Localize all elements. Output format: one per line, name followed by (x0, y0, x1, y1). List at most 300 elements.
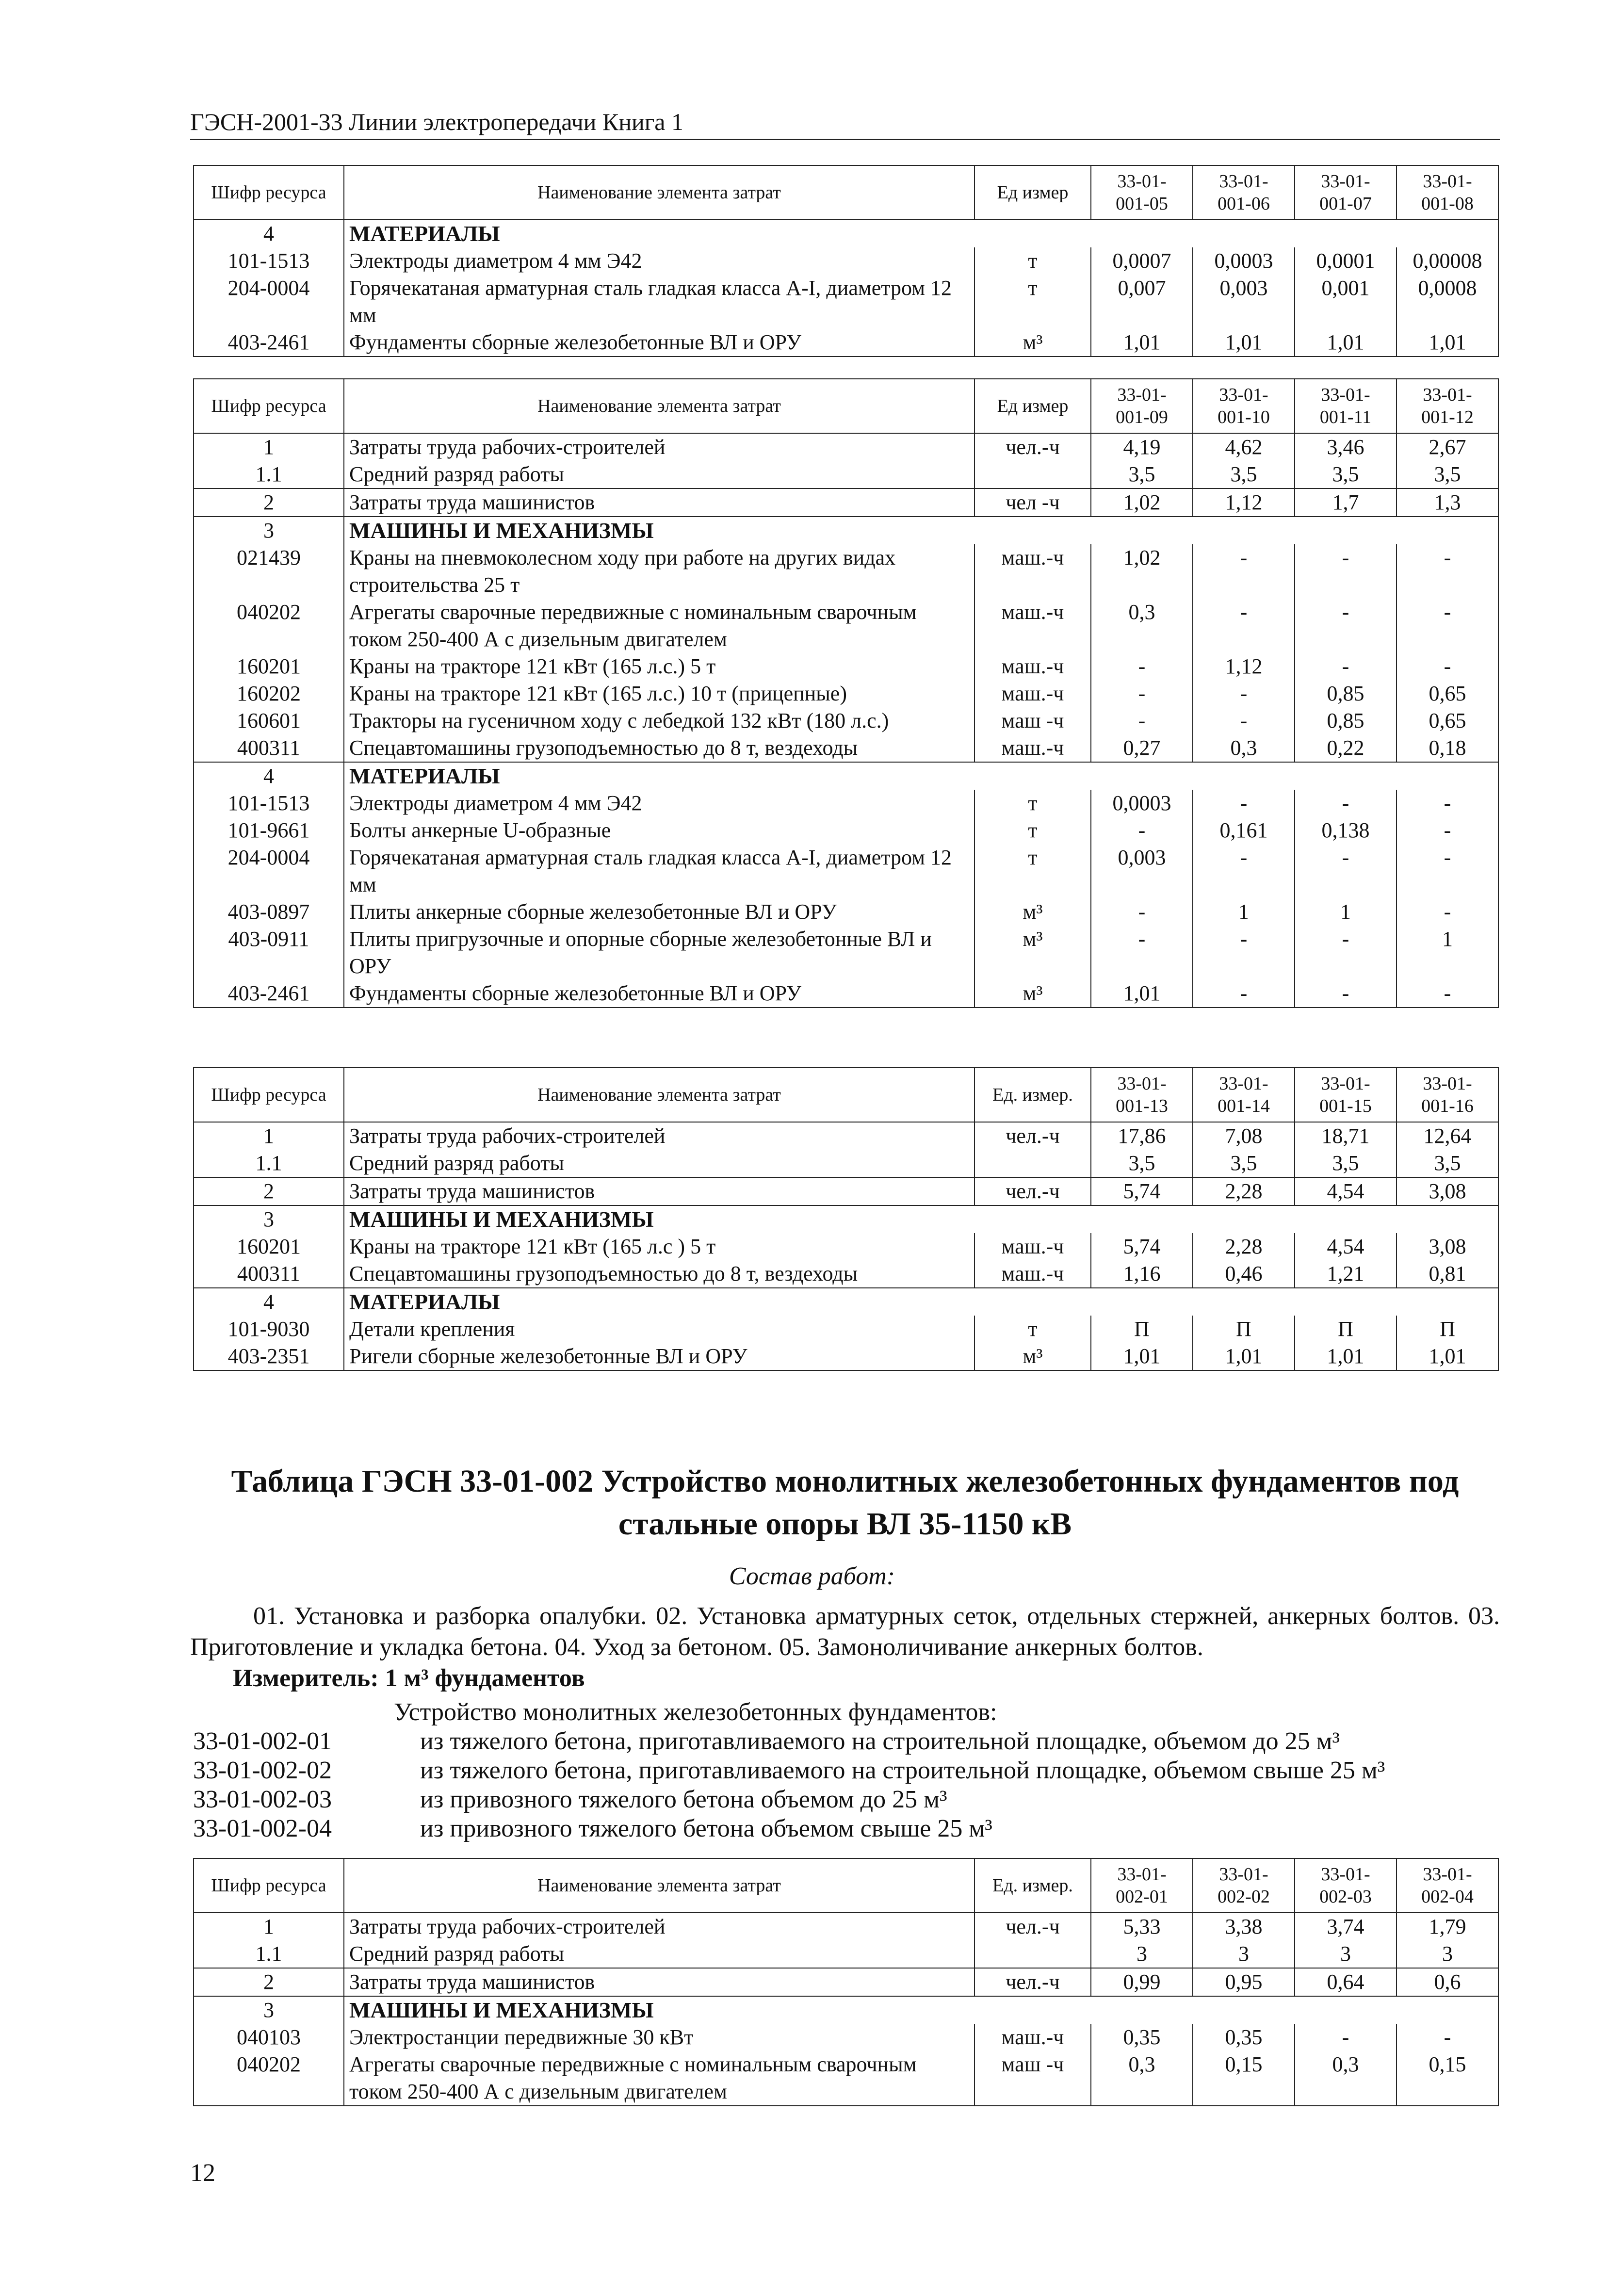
value-cell: - (1295, 544, 1397, 599)
value-cell: 1,01 (1397, 1343, 1498, 1370)
value-cell: 0,85 (1295, 680, 1397, 707)
value-cell: 0,95 (1193, 1968, 1295, 1996)
resource-name: Краны на пневмоколесном ходу при работе на других видах строительства 25 т (344, 544, 974, 599)
col-header-norm: 33-01- 001-08 (1397, 165, 1498, 220)
section-row (194, 220, 1498, 247)
value-cell: - (1193, 844, 1295, 898)
col-header-norm: 33-01- 001-16 (1397, 1068, 1498, 1122)
resource-code: 204-0004 (194, 275, 344, 329)
unit-cell: т (974, 275, 1091, 329)
value-cell: - (1193, 680, 1295, 707)
unit-cell: т (974, 817, 1091, 844)
resource-code: 403-0911 (194, 926, 344, 980)
variant-code: 33-01-002-04 (193, 1815, 332, 1842)
resource-code: 4 (194, 762, 344, 790)
resource-code: 1 (194, 433, 344, 461)
resource-code: 403-2351 (194, 1343, 344, 1370)
resource-name: Агрегаты сварочные передвижные с номинальным сварочным током 250-400 А с дизельным двигателем (344, 599, 974, 653)
unit-cell: чел.-ч (974, 433, 1091, 461)
resource-name: Средний разряд работы (344, 1940, 974, 1968)
table-row (194, 2051, 1498, 2106)
section-row (194, 517, 1498, 544)
col-header-norm: 33-01- 002-01 (1091, 1858, 1193, 1913)
value-cell: 1,01 (1091, 1343, 1193, 1370)
value-cell: 0,35 (1193, 2024, 1295, 2051)
resource-code: 403-2461 (194, 980, 344, 1008)
table-row (194, 1913, 1498, 1940)
value-cell: 17,86 (1091, 1122, 1193, 1150)
value-cell: 3,08 (1397, 1233, 1498, 1260)
section-heading: МАТЕРИАЛЫ (344, 762, 1498, 790)
value-cell: 1 (1193, 898, 1295, 926)
col-header-name: Наименование элемента затрат (344, 1858, 974, 1913)
col-header-norm: 33-01- 002-03 (1295, 1858, 1397, 1913)
table-row (194, 707, 1498, 734)
resource-code: 101-1513 (194, 247, 344, 275)
value-cell: 0,15 (1397, 2051, 1498, 2106)
table-row (194, 599, 1498, 653)
value-cell: 0,99 (1091, 1968, 1193, 1996)
value-cell: - (1091, 817, 1193, 844)
table-row (194, 1260, 1498, 1288)
resource-code: 101-9030 (194, 1316, 344, 1343)
value-cell: - (1091, 926, 1193, 980)
resource-table-1 (193, 165, 1499, 357)
value-cell: 2,67 (1397, 433, 1498, 461)
unit-cell: т (974, 844, 1091, 898)
value-cell: 0,65 (1397, 707, 1498, 734)
value-cell: 0,81 (1397, 1260, 1498, 1288)
resource-code: 1.1 (194, 461, 344, 488)
value-cell: 0,65 (1397, 680, 1498, 707)
unit-cell: маш.-ч (974, 653, 1091, 680)
resource-code: 4 (194, 220, 344, 247)
value-cell: 0,3 (1091, 2051, 1193, 2106)
resource-name: Фундаменты сборные железобетонные ВЛ и ОРУ (344, 980, 974, 1008)
table-row (194, 1968, 1498, 1996)
unit-cell: маш.-ч (974, 544, 1091, 599)
section-heading: МАШИНЫ И МЕХАНИЗМЫ (344, 517, 1498, 544)
value-cell: - (1397, 599, 1498, 653)
value-cell: 0,15 (1193, 2051, 1295, 2106)
value-cell: 4,62 (1193, 433, 1295, 461)
value-cell: - (1397, 544, 1498, 599)
resource-name: Агрегаты сварочные передвижные с номинальным сварочным током 250-400 А с дизельным двигателем (344, 2051, 974, 2106)
variant-item (193, 1756, 1385, 1785)
resource-name: Затраты труда машинистов (344, 1177, 974, 1205)
value-cell: 0,007 (1091, 275, 1193, 329)
col-header-code: Шифр ресурса (194, 1068, 344, 1122)
unit-cell: чел -ч (974, 488, 1091, 517)
unit-cell: м³ (974, 1343, 1091, 1370)
value-cell: 1,01 (1193, 329, 1295, 357)
value-cell: 2,28 (1193, 1177, 1295, 1205)
variant-code: 33-01-002-01 (193, 1727, 332, 1755)
value-cell: П (1091, 1316, 1193, 1343)
table-row (194, 844, 1498, 898)
value-cell: 1 (1397, 926, 1498, 980)
resource-name: Плиты пригрузочные и опорные сборные железобетонные ВЛ и ОРУ (344, 926, 974, 980)
col-header-norm: 33-01- 001-06 (1193, 165, 1295, 220)
value-cell: 4,54 (1295, 1177, 1397, 1205)
col-header-norm: 33-01- 001-15 (1295, 1068, 1397, 1122)
value-cell: - (1295, 980, 1397, 1008)
table-row (194, 1177, 1498, 1205)
value-cell: 12,64 (1397, 1122, 1498, 1150)
value-cell: 0,0003 (1091, 790, 1193, 817)
section-title: Таблица ГЭСН 33-01-002 Устройство монолитных железобетонных фундаментов под стальные опоры ВЛ 35-1150 кВ (231, 1464, 1459, 1542)
value-cell: 7,08 (1193, 1122, 1295, 1150)
variant-intro: Устройство монолитных железобетонных фундаментов: (394, 1698, 997, 1726)
col-header-norm: 33-01- 001-12 (1397, 379, 1498, 433)
resource-name: Средний разряд работы (344, 1150, 974, 1177)
value-cell: - (1397, 898, 1498, 926)
resource-code: 1 (194, 1913, 344, 1940)
resource-table-4 (193, 1858, 1499, 2106)
table-row (194, 544, 1498, 599)
value-cell: 3,5 (1091, 461, 1193, 488)
resource-name: Плиты анкерные сборные железобетонные ВЛ и ОРУ (344, 898, 974, 926)
resource-name: Ригели сборные железобетонные ВЛ и ОРУ (344, 1343, 974, 1370)
running-header: ГЭСН-2001-33 Линии электропередачи Книга 1 (190, 108, 1500, 140)
resource-name: Затраты труда рабочих-строителей (344, 1122, 974, 1150)
table-row (194, 980, 1498, 1008)
value-cell: 5,33 (1091, 1913, 1193, 1940)
value-cell: - (1397, 653, 1498, 680)
value-cell: 1,12 (1193, 488, 1295, 517)
value-cell: 4,54 (1295, 1233, 1397, 1260)
unit-cell: чел.-ч (974, 1122, 1091, 1150)
variant-code: 33-01-002-02 (193, 1757, 332, 1784)
resource-code: 3 (194, 1205, 344, 1233)
value-cell: - (1193, 599, 1295, 653)
resource-name: Средний разряд работы (344, 461, 974, 488)
value-cell: 4,19 (1091, 433, 1193, 461)
col-header-unit: Ед. измер. (974, 1068, 1091, 1122)
table-row (194, 247, 1498, 275)
variant-item (193, 1814, 992, 1843)
variant-item (193, 1785, 947, 1814)
resource-name: Электроды диаметром 4 мм Э42 (344, 790, 974, 817)
value-cell: - (1193, 790, 1295, 817)
value-cell: - (1295, 844, 1397, 898)
table-row (194, 2024, 1498, 2051)
unit-cell: маш -ч (974, 2051, 1091, 2106)
col-header-code: Шифр ресурса (194, 1858, 344, 1913)
col-header-name: Наименование элемента затрат (344, 379, 974, 433)
value-cell: 5,74 (1091, 1233, 1193, 1260)
value-cell: - (1193, 980, 1295, 1008)
resource-name: Электростанции передвижные 30 кВт (344, 2024, 974, 2051)
value-cell: 0,0008 (1397, 275, 1498, 329)
col-header-code: Шифр ресурса (194, 165, 344, 220)
col-header-unit: Ед. измер. (974, 1858, 1091, 1913)
resource-name: Затраты труда рабочих-строителей (344, 433, 974, 461)
resource-table-3 (193, 1067, 1499, 1371)
unit-cell: т (974, 247, 1091, 275)
value-cell: 0,35 (1091, 2024, 1193, 2051)
value-cell: 0,18 (1397, 734, 1498, 762)
value-cell: 3 (1193, 1940, 1295, 1968)
value-cell: 18,71 (1295, 1122, 1397, 1150)
value-cell: 0,22 (1295, 734, 1397, 762)
unit-cell (974, 1940, 1091, 1968)
value-cell: 0,3 (1295, 2051, 1397, 2106)
value-cell: 0,0003 (1193, 247, 1295, 275)
value-cell: 0,0007 (1091, 247, 1193, 275)
table-row (194, 926, 1498, 980)
value-cell: 1,3 (1397, 488, 1498, 517)
value-cell: 1,01 (1091, 980, 1193, 1008)
value-cell: 1,01 (1193, 1343, 1295, 1370)
resource-name: Спецавтомашины грузоподъемностью до 8 т, вездеходы (344, 734, 974, 762)
value-cell: 3,46 (1295, 433, 1397, 461)
resource-name: Краны на тракторе 121 кВт (165 л.с.) 10 т (прицепные) (344, 680, 974, 707)
value-cell: 3,5 (1397, 461, 1498, 488)
resource-name: Затраты труда машинистов (344, 1968, 974, 1996)
value-cell: - (1397, 2024, 1498, 2051)
value-cell: 0,001 (1295, 275, 1397, 329)
unit-cell: т (974, 1316, 1091, 1343)
unit-cell: маш.-ч (974, 734, 1091, 762)
unit-cell: чел.-ч (974, 1913, 1091, 1940)
value-cell: 0,3 (1091, 599, 1193, 653)
value-cell: 3 (1397, 1940, 1498, 1968)
section-row (194, 1205, 1498, 1233)
variant-text: из привозного тяжелого бетона объемом свыше 25 м³ (420, 1815, 992, 1842)
table-row (194, 680, 1498, 707)
value-cell: 1,01 (1091, 329, 1193, 357)
table-row (194, 1316, 1498, 1343)
value-cell: 2,28 (1193, 1233, 1295, 1260)
value-cell: 1,01 (1295, 1343, 1397, 1370)
value-cell: 0,00008 (1397, 247, 1498, 275)
unit-cell: маш.-ч (974, 2024, 1091, 2051)
resource-code: 3 (194, 517, 344, 544)
col-header-norm: 33-01- 001-07 (1295, 165, 1397, 220)
unit-cell: м³ (974, 980, 1091, 1008)
table-row (194, 329, 1498, 357)
resource-name: Фундаменты сборные железобетонные ВЛ и ОРУ (344, 329, 974, 357)
table-row (194, 817, 1498, 844)
value-cell: - (1091, 680, 1193, 707)
table-row (194, 898, 1498, 926)
resource-code: 2 (194, 488, 344, 517)
resource-code: 400311 (194, 734, 344, 762)
value-cell: 1,02 (1091, 488, 1193, 517)
col-header-norm: 33-01- 001-11 (1295, 379, 1397, 433)
unit-cell (974, 1150, 1091, 1177)
value-cell: 0,6 (1397, 1968, 1498, 1996)
value-cell: 3,38 (1193, 1913, 1295, 1940)
resource-code: 1.1 (194, 1150, 344, 1177)
value-cell: - (1193, 544, 1295, 599)
value-cell: 3,5 (1295, 1150, 1397, 1177)
resource-code: 101-9661 (194, 817, 344, 844)
unit-cell: м³ (974, 898, 1091, 926)
unit-cell: м³ (974, 926, 1091, 980)
col-header-name: Наименование элемента затрат (344, 1068, 974, 1122)
table-row (194, 653, 1498, 680)
table-row (194, 790, 1498, 817)
variant-code: 33-01-002-03 (193, 1786, 332, 1813)
resource-code: 400311 (194, 1260, 344, 1288)
resource-code: 2 (194, 1177, 344, 1205)
resource-table-2 (193, 378, 1499, 1008)
value-cell: 0,003 (1091, 844, 1193, 898)
resource-name: Горячекатаная арматурная сталь гладкая класса А-I, диаметром 12 мм (344, 844, 974, 898)
value-cell: 0,64 (1295, 1968, 1397, 1996)
value-cell: 0,161 (1193, 817, 1295, 844)
value-cell: 1,7 (1295, 488, 1397, 517)
section-heading: МАШИНЫ И МЕХАНИЗМЫ (344, 1996, 1498, 2024)
resource-code: 403-0897 (194, 898, 344, 926)
value-cell: - (1193, 926, 1295, 980)
value-cell: 1,12 (1193, 653, 1295, 680)
unit-cell: чел.-ч (974, 1968, 1091, 1996)
unit-cell: маш.-ч (974, 599, 1091, 653)
section-row (194, 1996, 1498, 2024)
value-cell: - (1397, 980, 1498, 1008)
value-cell: П (1397, 1316, 1498, 1343)
value-cell: 3,5 (1091, 1150, 1193, 1177)
resource-code: 160201 (194, 1233, 344, 1260)
variant-item (193, 1727, 1340, 1756)
value-cell: - (1295, 599, 1397, 653)
value-cell: 1,02 (1091, 544, 1193, 599)
value-cell: 3 (1091, 1940, 1193, 1968)
resource-code: 101-1513 (194, 790, 344, 817)
resource-code: 021439 (194, 544, 344, 599)
value-cell: 1,16 (1091, 1260, 1193, 1288)
value-cell: 1,01 (1397, 329, 1498, 357)
table-row (194, 461, 1498, 488)
value-cell: 1 (1295, 898, 1397, 926)
resource-code: 2 (194, 1968, 344, 1996)
resource-name: Краны на тракторе 121 кВт (165 л.с.) 5 т (344, 653, 974, 680)
value-cell: 1,01 (1295, 329, 1397, 357)
section-heading: МАТЕРИАЛЫ (344, 1288, 1498, 1316)
value-cell: 5,74 (1091, 1177, 1193, 1205)
work-composition-text: 01. Установка и разборка опалубки. 02. Установка арматурных сеток, отдельных стержней, анкерных болтов. 03. Приготовление и укладка бетона. 04. Уход за бетоном. 05. Замоноличивание анкерных болтов. (190, 1602, 1500, 1661)
resource-code: 040202 (194, 2051, 344, 2106)
table-row (194, 433, 1498, 461)
value-cell: 0,3 (1193, 734, 1295, 762)
value-cell: 1,21 (1295, 1260, 1397, 1288)
unit-cell: маш.-ч (974, 1233, 1091, 1260)
col-header-unit: Ед измер (974, 165, 1091, 220)
value-cell: 3,5 (1193, 1150, 1295, 1177)
table-row (194, 1343, 1498, 1370)
resource-name: Затраты труда рабочих-строителей (344, 1913, 974, 1940)
value-cell: П (1295, 1316, 1397, 1343)
value-cell: - (1397, 817, 1498, 844)
section-heading: МАТЕРИАЛЫ (344, 220, 1498, 247)
unit-cell: чел.-ч (974, 1177, 1091, 1205)
value-cell: 0,138 (1295, 817, 1397, 844)
resource-code: 1 (194, 1122, 344, 1150)
col-header-code: Шифр ресурса (194, 379, 344, 433)
col-header-norm: 33-01- 001-13 (1091, 1068, 1193, 1122)
value-cell: - (1295, 790, 1397, 817)
resource-name: Краны на тракторе 121 кВт (165 л.с ) 5 т (344, 1233, 974, 1260)
composition-title: Состав работ: (729, 1562, 895, 1590)
page-number: 12 (190, 2159, 215, 2187)
table-row (194, 734, 1498, 762)
value-cell: - (1295, 2024, 1397, 2051)
col-header-norm: 33-01- 001-05 (1091, 165, 1193, 220)
value-cell: - (1091, 653, 1193, 680)
value-cell: 3 (1295, 1940, 1397, 1968)
value-cell: - (1295, 653, 1397, 680)
value-cell: - (1091, 898, 1193, 926)
resource-code: 204-0004 (194, 844, 344, 898)
section-row (194, 762, 1498, 790)
value-cell: 3,5 (1295, 461, 1397, 488)
value-cell: П (1193, 1316, 1295, 1343)
col-header-norm: 33-01- 002-04 (1397, 1858, 1498, 1913)
table-row (194, 1233, 1498, 1260)
value-cell: - (1091, 707, 1193, 734)
table-row (194, 275, 1498, 329)
value-cell: 3,5 (1397, 1150, 1498, 1177)
variant-text: из привозного тяжелого бетона объемом до 25 м³ (420, 1786, 947, 1813)
col-header-norm: 33-01- 001-09 (1091, 379, 1193, 433)
value-cell: 0,003 (1193, 275, 1295, 329)
col-header-norm: 33-01- 001-10 (1193, 379, 1295, 433)
table-row (194, 1122, 1498, 1150)
meter-label: Измеритель: 1 м³ фундаментов (233, 1664, 585, 1692)
variant-text: из тяжелого бетона, приготавливаемого на строительной площадке, объемом свыше 25 м³ (420, 1757, 1385, 1784)
value-cell: 0,27 (1091, 734, 1193, 762)
section-row (194, 1288, 1498, 1316)
resource-name: Детали крепления (344, 1316, 974, 1343)
resource-code: 160201 (194, 653, 344, 680)
variant-text: из тяжелого бетона, приготавливаемого на строительной площадке, объемом до 25 м³ (420, 1727, 1340, 1755)
unit-cell: т (974, 790, 1091, 817)
value-cell: - (1193, 707, 1295, 734)
resource-code: 1.1 (194, 1940, 344, 1968)
value-cell: 0,46 (1193, 1260, 1295, 1288)
value-cell: 3,08 (1397, 1177, 1498, 1205)
col-header-name: Наименование элемента затрат (344, 165, 974, 220)
resource-code: 160601 (194, 707, 344, 734)
resource-name: Электроды диаметром 4 мм Э42 (344, 247, 974, 275)
resource-name: Горячекатаная арматурная сталь гладкая класса А-I, диаметром 12 мм (344, 275, 974, 329)
unit-cell: м³ (974, 329, 1091, 357)
section-heading: МАШИНЫ И МЕХАНИЗМЫ (344, 1205, 1498, 1233)
unit-cell: маш -ч (974, 707, 1091, 734)
value-cell: 3,74 (1295, 1913, 1397, 1940)
value-cell: 0,85 (1295, 707, 1397, 734)
table-row (194, 1150, 1498, 1177)
resource-code: 4 (194, 1288, 344, 1316)
value-cell: - (1295, 926, 1397, 980)
value-cell: 3,5 (1193, 461, 1295, 488)
resource-name: Тракторы на гусеничном ходу с лебедкой 132 кВт (180 л.с.) (344, 707, 974, 734)
col-header-norm: 33-01- 002-02 (1193, 1858, 1295, 1913)
unit-cell (974, 461, 1091, 488)
col-header-unit: Ед измер (974, 379, 1091, 433)
resource-name: Спецавтомашины грузоподъемностью до 8 т, вездеходы (344, 1260, 974, 1288)
resource-code: 160202 (194, 680, 344, 707)
resource-name: Болты анкерные U-образные (344, 817, 974, 844)
resource-code: 403-2461 (194, 329, 344, 357)
value-cell: - (1397, 790, 1498, 817)
unit-cell: маш.-ч (974, 680, 1091, 707)
resource-code: 3 (194, 1996, 344, 2024)
value-cell: 0,0001 (1295, 247, 1397, 275)
